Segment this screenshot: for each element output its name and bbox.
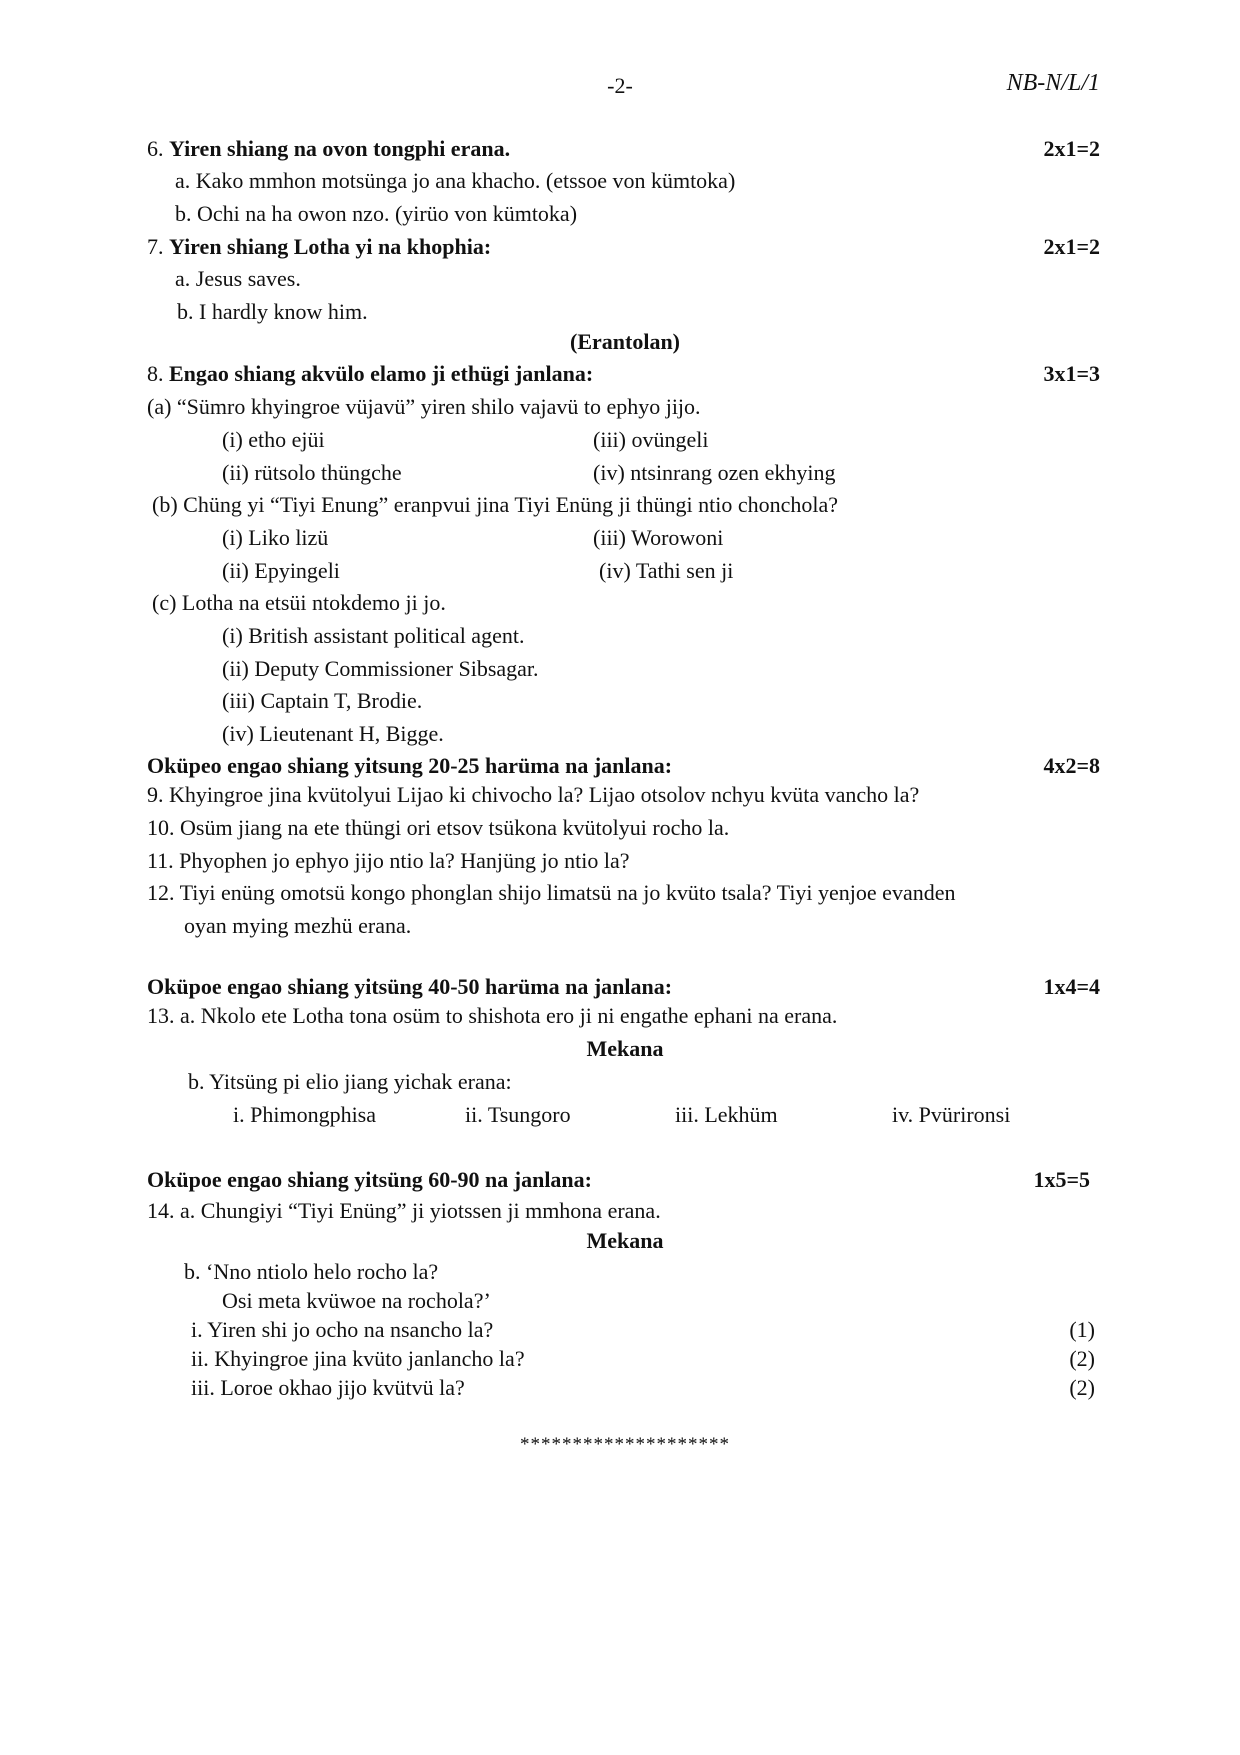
question-9: 9. Khyingroe jina kvütolyui Lijao ki chivocho la? Lijao otsolov nchyu kvüta vancho la? [147, 782, 920, 807]
option: (i) etho ejüi [222, 427, 325, 452]
sub-question: ii. Khyingroe jina kvüto janlancho la? [191, 1346, 525, 1371]
question-8c: (c) Lotha na etsüi ntokdemo ji jo. [152, 590, 446, 615]
option: iv. Pvürironsi [892, 1102, 1011, 1127]
sub-question: i. Yiren shi jo ocho na nsancho la? [191, 1317, 494, 1342]
option: (iv) Tathi sen ji [599, 558, 734, 583]
page-number: -2- [607, 73, 633, 98]
option: (ii) Epyingeli [222, 558, 340, 583]
or-separator: Mekana [586, 1228, 664, 1253]
sub-question-marks: (1) [1069, 1317, 1095, 1342]
short-answer-heading: Oküpeo engao shiang yitsung 20-25 harüma na janlana: [147, 753, 673, 778]
option: i. Phimongphisa [233, 1102, 377, 1127]
option: (ii) Deputy Commissioner Sibsagar. [222, 656, 539, 681]
question-number: 6. [147, 136, 164, 161]
question-6-marks: 2x1=2 [1043, 136, 1100, 161]
medium-answer-marks: 1x4=4 [1043, 974, 1100, 999]
option: (ii) rütsolo thüngche [222, 460, 402, 485]
question-number: 8. [147, 361, 164, 386]
option: (iv) Lieutenant H, Bigge. [222, 721, 444, 746]
question-8a: (a) “Sümro khyingroe vüjavü” yiren shilo vajavü to ephyo jijo. [147, 394, 701, 419]
question-text: Engao shiang akvülo elamo ji ethügi janlana: [169, 361, 594, 386]
option: iii. Lekhüm [675, 1102, 778, 1127]
question-14b-line2: Osi meta kvüwoe na rochola?’ [222, 1288, 491, 1313]
question-7b: b. I hardly know him. [177, 299, 368, 324]
question-8b: (b) Chüng yi “Tiyi Enung” eranpvui jina Tiyi Enüng ji thüngi ntio chonchola? [152, 492, 839, 517]
question-12: 12. Tiyi enüng omotsü kongo phonglan shijo limatsü na jo kvüto tsala? Tiyi yenjoe evanden [147, 880, 956, 905]
question-12-cont: oyan mying mezhü erana. [184, 913, 412, 938]
end-of-paper-stars: ******************** [520, 1434, 730, 1455]
option: (iii) Worowoni [593, 525, 724, 550]
question-7a: a. Jesus saves. [175, 266, 301, 291]
question-10: 10. Osüm jiang na ete thüngi ori etsov tsükona kvütolyui rocho la. [147, 815, 730, 840]
short-answer-marks: 4x2=8 [1043, 753, 1100, 778]
question-11: 11. Phyophen jo ephyo jijo ntio la? Hanjüng jo ntio la? [147, 848, 630, 873]
question-14b-line1: b. ‘Nno ntiolo helo rocho la? [184, 1259, 439, 1284]
question-6-title [147, 136, 510, 162]
question-text: Yiren shiang Lotha yi na khophia: [169, 234, 492, 259]
sub-question-marks: (2) [1069, 1346, 1095, 1371]
option: (iii) Captain T, Brodie. [222, 688, 423, 713]
paper-code: NB-N/L/1 [1006, 70, 1100, 96]
question-6b: b. Ochi na ha owon nzo. (yirüo von kümtoka) [175, 201, 578, 226]
question-6a: a. Kako mmhon motsünga jo ana khacho. (etssoe von kümtoka) [175, 168, 736, 193]
option: (i) British assistant political agent. [222, 623, 525, 648]
question-number: 7. [147, 234, 164, 259]
sub-question: iii. Loroe okhao jijo kvütvü la? [191, 1375, 465, 1400]
option: (iv) ntsinrang ozen ekhying [593, 460, 836, 485]
question-7-title [147, 234, 491, 260]
sub-question-marks: (2) [1069, 1375, 1095, 1400]
section-heading: (Erantolan) [570, 329, 680, 354]
option: ii. Tsungoro [465, 1102, 571, 1127]
option: (iii) ovüngeli [593, 427, 709, 452]
option: (i) Liko lizü [222, 525, 329, 550]
question-8-marks: 3x1=3 [1043, 361, 1100, 386]
question-text: Yiren shiang na ovon tongphi erana. [169, 136, 511, 161]
question-8-title [147, 361, 593, 387]
or-separator: Mekana [586, 1036, 664, 1061]
long-answer-heading: Oküpoe engao shiang yitsüng 60-90 na janlana: [147, 1167, 592, 1192]
question-7-marks: 2x1=2 [1043, 234, 1100, 259]
question-13a: 13. a. Nkolo ete Lotha tona osüm to shishota ero ji ni engathe ephani na erana. [147, 1003, 838, 1028]
question-13b: b. Yitsüng pi elio jiang yichak erana: [188, 1069, 512, 1094]
medium-answer-heading: Oküpoe engao shiang yitsüng 40-50 harüma na janlana: [147, 974, 673, 999]
question-14a: 14. a. Chungiyi “Tiyi Enüng” ji yiotssen ji mmhona erana. [147, 1198, 661, 1223]
long-answer-marks: 1x5=5 [1033, 1167, 1090, 1192]
